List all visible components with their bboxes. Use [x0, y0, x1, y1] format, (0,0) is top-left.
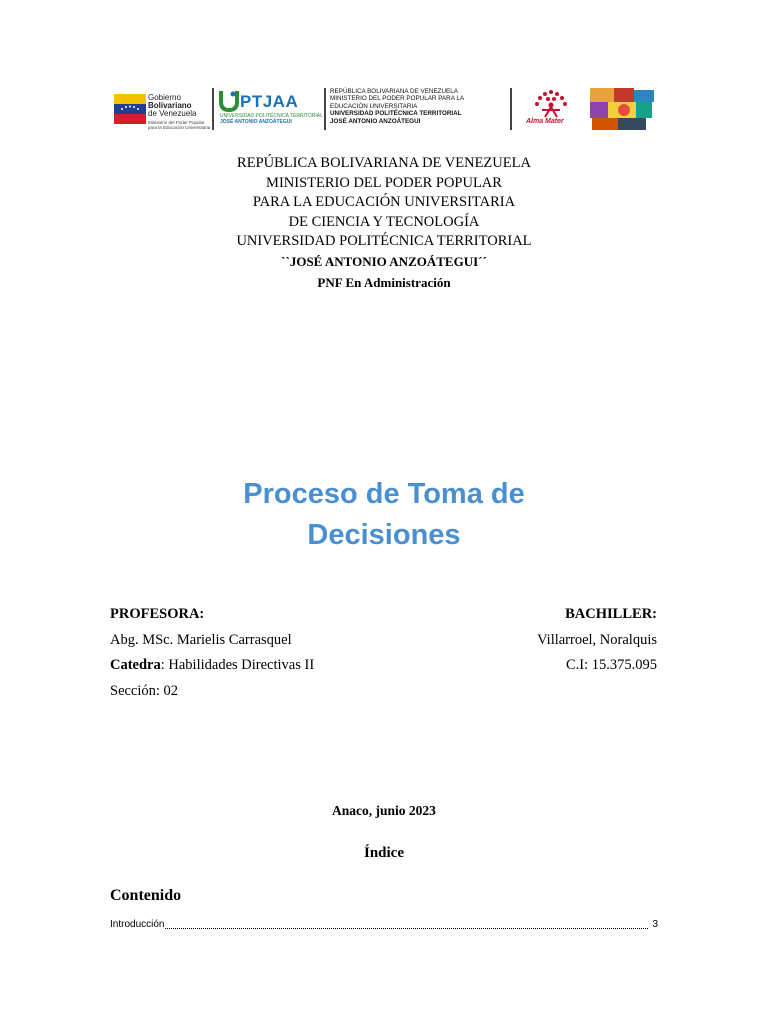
ptjaa-u-icon	[218, 88, 240, 114]
catedra-label: Catedra	[110, 657, 161, 673]
gobierno-bolivariano-logo	[110, 84, 210, 134]
republica-text-block: REPÚBLICA BOLIVARIANA DE VENEZUELA MINISTERIO DEL PODER POPULAR PARA LA EDUCACIÓN UNIVERSITARIA UNIVERSIDAD POLITÉCNICA TERRITORIAL JOSÉ ANTONIO ANZOÁTEGUI	[330, 88, 465, 125]
venezuela-flag-icon	[112, 90, 148, 130]
contents-title: Contenido	[110, 887, 182, 904]
toc-entry-label[interactable]: Introducción	[110, 917, 165, 933]
header-line: PARA LA EDUCACIÓN UNIVERSITARIA	[252, 194, 516, 210]
program-name: PNF En Administración	[317, 275, 451, 290]
banner-divider	[324, 88, 326, 130]
header-line: UNIVERSIDAD POLITÉCNICA TERRITORIAL	[236, 233, 532, 249]
institution-header	[0, 154, 768, 293]
professor-name: Abg. MSc. Marielis Carrasquel	[110, 631, 292, 648]
header-line: MINISTERIO DEL PODER POPULAR	[266, 174, 502, 191]
toc-leader-dots	[110, 928, 648, 929]
title-line-1: Proceso de Toma de	[243, 478, 525, 510]
toc-entry-page[interactable]: 3	[651, 917, 658, 933]
banner-divider	[510, 88, 512, 130]
toc-entry[interactable]	[110, 917, 658, 933]
alma-mater-label: Alma Mater	[526, 118, 564, 125]
student-name: Villarroel, Noralquis	[537, 631, 657, 648]
index-title: Índice	[363, 845, 404, 861]
student-info	[537, 602, 657, 679]
student-ci: C.I: 15.375.095	[565, 657, 657, 673]
alma-mater-logo	[520, 84, 580, 134]
logo-banner	[108, 84, 664, 134]
professor-heading: PROFESORA:	[110, 606, 205, 622]
catedra-value: : Habilidades Directivas II	[160, 657, 315, 673]
university-name: ``JOSÉ ANTONIO ANZOÁTEGUI´´	[281, 253, 487, 269]
catedra-line	[110, 653, 314, 679]
alma-mater-emblem-icon	[528, 86, 574, 120]
banner-divider	[212, 88, 214, 130]
gobierno-text: Gobierno Bolivariano de Venezuela Ministerio del Poder Popular para la Educación Universitaria	[148, 93, 211, 130]
professor-info	[110, 602, 314, 704]
collage-icon	[588, 86, 660, 132]
student-heading: BACHILLER:	[565, 606, 657, 622]
ptjaa-wordmark: PTJAA	[240, 92, 299, 111]
place-date: Anaco, junio 2023	[332, 803, 436, 818]
campus-collage-image	[588, 84, 660, 134]
seccion-line: Sección: 02	[110, 682, 179, 699]
header-line: REPÚBLICA BOLIVARIANA DE VENEZUELA	[237, 155, 531, 171]
ptjaa-logo	[218, 84, 326, 134]
ptjaa-subtitle: UNIVERSIDAD POLITÉCNICA TERRITORIAL JOSÉ ANTONIO ANZOÁTEGUI	[220, 113, 323, 125]
document-title	[0, 474, 768, 556]
title-line-2: Decisiones	[307, 519, 461, 551]
header-line: DE CIENCIA Y TECNOLOGÍA	[288, 213, 480, 230]
